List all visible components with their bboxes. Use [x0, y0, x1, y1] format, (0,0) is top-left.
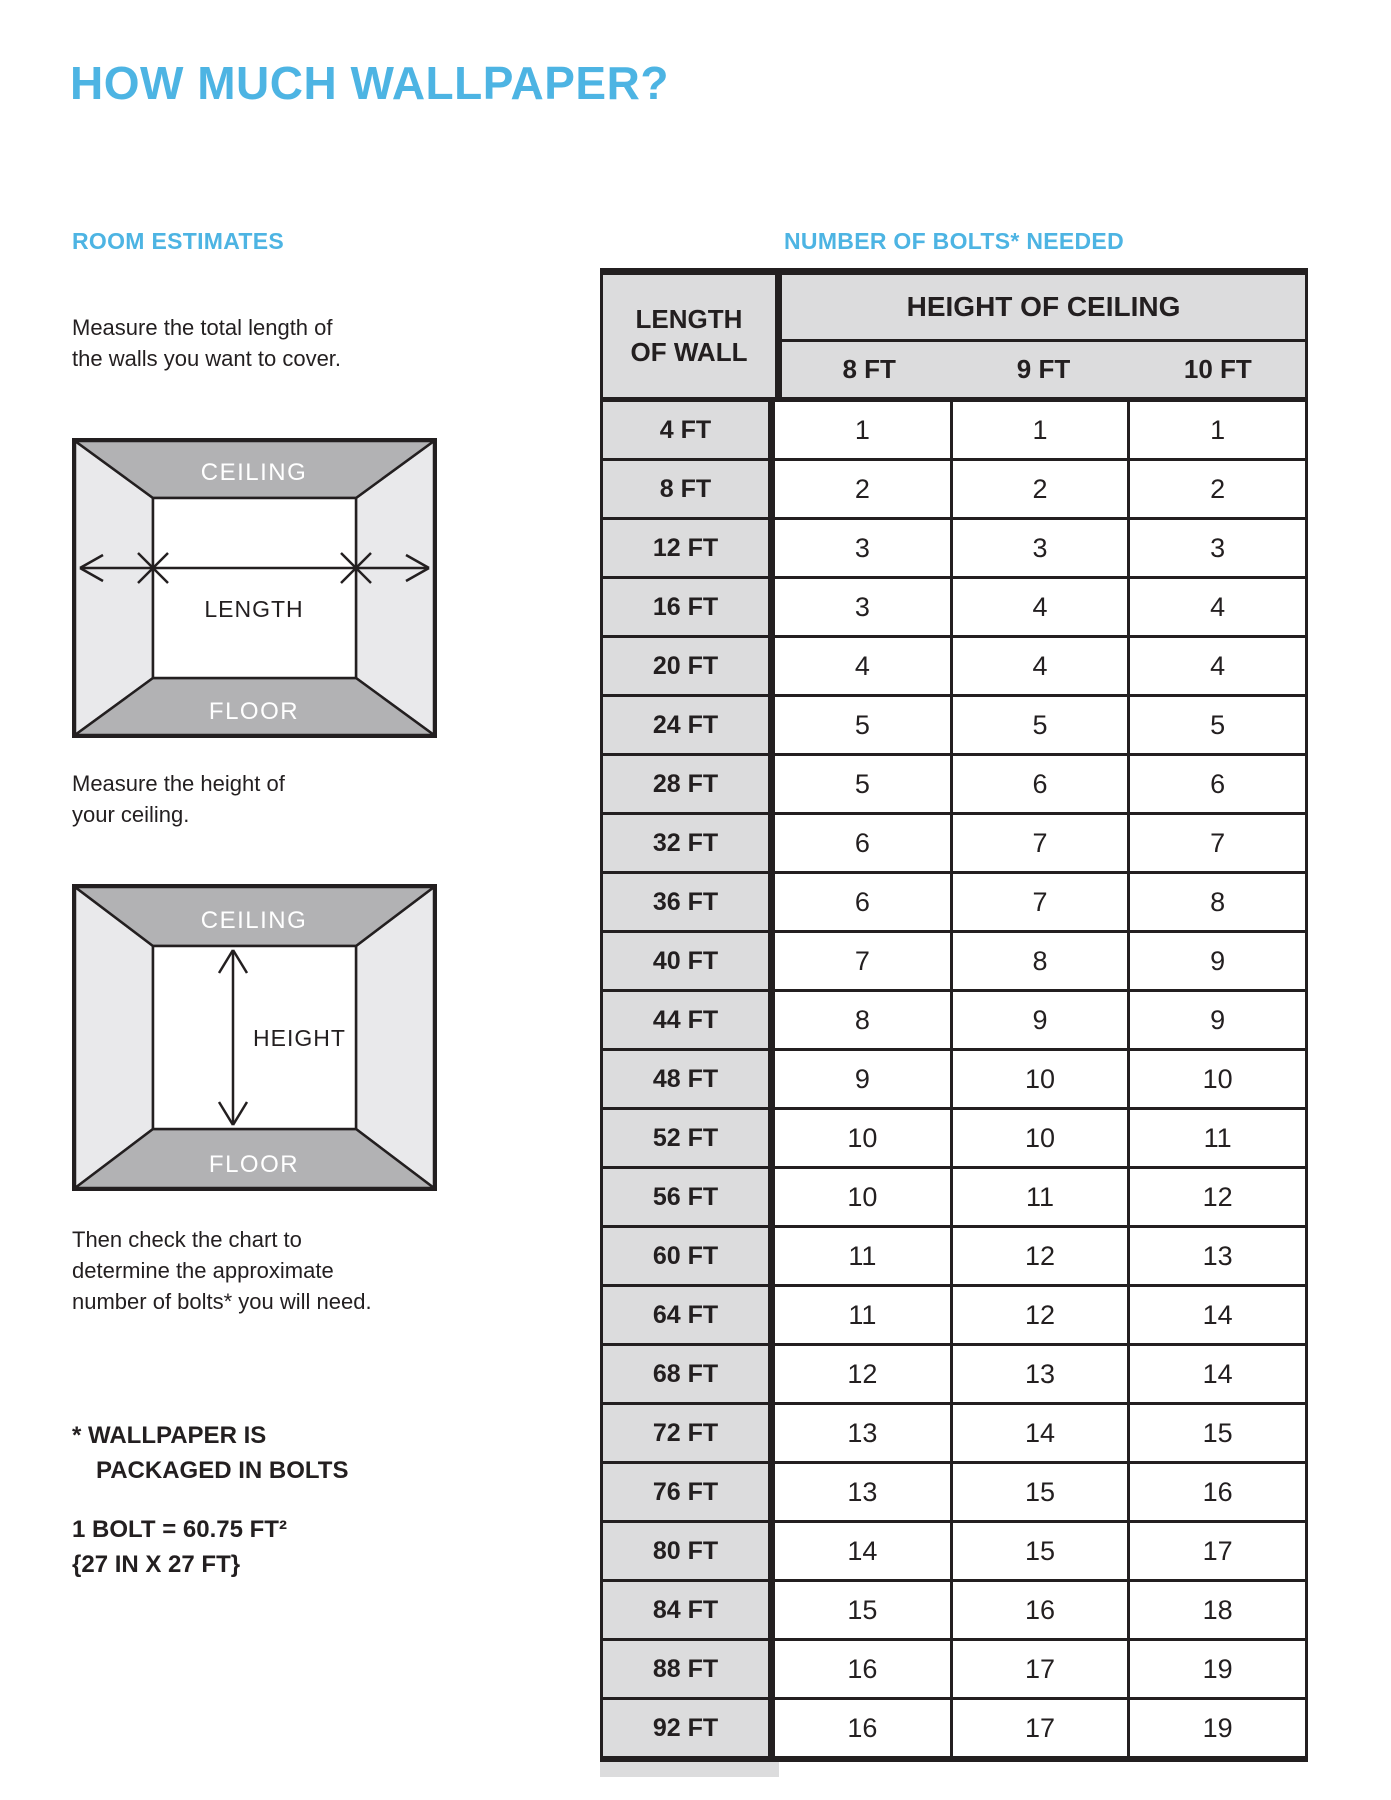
paragraph-line: your ceiling.: [72, 802, 190, 827]
check-chart-paragraph: [72, 1224, 372, 1317]
back-wall-face: [153, 498, 356, 678]
bolt-count-cell: 13: [953, 1346, 1131, 1402]
ceiling-label: CEILING: [200, 907, 308, 934]
bolt-count-cell: 17: [953, 1641, 1131, 1697]
bolt-count-cell: 17: [953, 1700, 1131, 1756]
bolt-count-cell: 5: [1130, 697, 1305, 753]
bolt-count-cell: 7: [953, 874, 1131, 930]
table-row: [603, 1346, 1305, 1405]
bolt-count-cell: 9: [1130, 992, 1305, 1048]
bolt-count-cell: 13: [1130, 1228, 1305, 1284]
floor-label: FLOOR: [208, 1151, 300, 1178]
table-row: [603, 1464, 1305, 1523]
number-of-bolts-heading: NUMBER OF BOLTS* NEEDED: [784, 228, 1124, 254]
wall-length-cell: 36 FT: [603, 874, 775, 930]
bolt-count-cell: 4: [1130, 579, 1305, 635]
bolt-count-cell: 4: [953, 579, 1131, 635]
table-footer-strip: [600, 1762, 779, 1777]
wall-length-cell: 52 FT: [603, 1110, 775, 1166]
bolt-count-cell: 14: [1130, 1346, 1305, 1402]
bolt-count-cell: 7: [1130, 815, 1305, 871]
bolt-count-cell: 6: [1130, 756, 1305, 812]
bolt-count-cell: 16: [775, 1641, 953, 1697]
table-row: [603, 933, 1305, 992]
wall-length-cell: 84 FT: [603, 1582, 775, 1638]
floor-label: FLOOR: [208, 698, 300, 725]
wall-length-cell: 32 FT: [603, 815, 775, 871]
col-header-9ft: 9 FT: [1016, 354, 1071, 384]
length-of-wall-header: [603, 275, 782, 397]
bolt-count-cell: 3: [953, 520, 1131, 576]
wall-length-cell: 28 FT: [603, 756, 775, 812]
wall-length-cell: 76 FT: [603, 1464, 775, 1520]
bolt-count-cell: 2: [953, 461, 1131, 517]
bolt-count-cell: 3: [775, 579, 953, 635]
bolt-count-cell: 4: [1130, 638, 1305, 694]
bolt-count-cell: 3: [775, 520, 953, 576]
bolt-count-cell: 1: [953, 402, 1131, 458]
bolt-count-cell: 2: [1130, 461, 1305, 517]
bolt-count-cell: 4: [775, 638, 953, 694]
bolt-count-cell: 15: [953, 1523, 1131, 1579]
measure-length-paragraph: [72, 312, 341, 374]
bolt-count-cell: 12: [1130, 1169, 1305, 1225]
bolt-count-cell: 13: [775, 1464, 953, 1520]
ceiling-height-columns: [782, 342, 1305, 397]
table-row: [603, 1287, 1305, 1346]
table-row: [603, 815, 1305, 874]
table-row: [603, 1110, 1305, 1169]
table-row: [603, 1405, 1305, 1464]
bolt-count-cell: 14: [775, 1523, 953, 1579]
bolt-dimensions: {27 IN X 27 FT}: [72, 1551, 241, 1578]
length-of-wall-line: OF WALL: [630, 337, 748, 367]
table-row: [603, 402, 1305, 461]
bolt-count-cell: 15: [775, 1582, 953, 1638]
bolt-count-cell: 17: [1130, 1523, 1305, 1579]
bolt-count-cell: 14: [953, 1405, 1131, 1461]
wallpaper-bolts-footnote: [72, 1418, 348, 1488]
paragraph-line: determine the approximate: [72, 1258, 334, 1283]
bolt-count-cell: 5: [775, 756, 953, 812]
bolt-count-cell: 10: [1130, 1051, 1305, 1107]
height-of-ceiling-header: HEIGHT OF CEILING: [782, 275, 1305, 342]
table-row: [603, 1051, 1305, 1110]
bolt-table-body: [603, 402, 1305, 1756]
bolt-count-cell: 7: [775, 933, 953, 989]
table-row: [603, 1523, 1305, 1582]
table-row: [603, 1641, 1305, 1700]
wall-length-cell: 44 FT: [603, 992, 775, 1048]
bolt-count-cell: 16: [1130, 1464, 1305, 1520]
table-row: [603, 1169, 1305, 1228]
bolt-count-cell: 12: [775, 1346, 953, 1402]
bolt-count-cell: 14: [1130, 1287, 1305, 1343]
bolt-count-cell: 10: [953, 1051, 1131, 1107]
measure-height-paragraph: [72, 768, 285, 830]
table-header: [603, 275, 1305, 402]
paragraph-line: Then check the chart to: [72, 1227, 302, 1252]
table-row: [603, 1228, 1305, 1287]
bolt-count-cell: 15: [953, 1464, 1131, 1520]
bolt-count-cell: 7: [953, 815, 1131, 871]
table-row: [603, 697, 1305, 756]
length-label: LENGTH: [204, 596, 304, 622]
footnote-line: PACKAGED IN BOLTS: [96, 1457, 349, 1484]
bolt-count-cell: 5: [953, 697, 1131, 753]
bolt-count-cell: 9: [1130, 933, 1305, 989]
paragraph-line: Measure the total length of: [72, 315, 333, 340]
wall-length-cell: 64 FT: [603, 1287, 775, 1343]
table-row: [603, 520, 1305, 579]
table-row: [603, 638, 1305, 697]
bolt-size-note: [72, 1512, 287, 1582]
wall-length-cell: 4 FT: [603, 402, 775, 458]
wall-length-cell: 48 FT: [603, 1051, 775, 1107]
wall-length-cell: 88 FT: [603, 1641, 775, 1697]
bolt-count-cell: 4: [953, 638, 1131, 694]
bolt-count-cell: 12: [953, 1228, 1131, 1284]
wall-length-cell: 40 FT: [603, 933, 775, 989]
wall-length-cell: 8 FT: [603, 461, 775, 517]
bolt-count-cell: 2: [775, 461, 953, 517]
bolts-needed-table: [600, 268, 1308, 1762]
bolt-count-cell: 11: [775, 1287, 953, 1343]
length-of-wall-line: LENGTH: [635, 304, 743, 334]
wall-length-cell: 56 FT: [603, 1169, 775, 1225]
bolt-count-cell: 11: [775, 1228, 953, 1284]
bolt-count-cell: 1: [1130, 402, 1305, 458]
bolt-count-cell: 9: [953, 992, 1131, 1048]
paragraph-line: Measure the height of: [72, 771, 285, 796]
wall-length-cell: 16 FT: [603, 579, 775, 635]
wall-length-cell: 92 FT: [603, 1700, 775, 1756]
bolt-count-cell: 16: [775, 1700, 953, 1756]
bolt-count-cell: 6: [953, 756, 1131, 812]
table-row: [603, 579, 1305, 638]
bolt-count-cell: 19: [1130, 1641, 1305, 1697]
bolt-count-cell: 16: [953, 1582, 1131, 1638]
bolt-count-cell: 8: [953, 933, 1131, 989]
wall-length-cell: 24 FT: [603, 697, 775, 753]
length-room-diagram: [72, 438, 437, 738]
paragraph-line: number of bolts* you will need.: [72, 1289, 372, 1314]
wall-length-cell: 68 FT: [603, 1346, 775, 1402]
wall-length-cell: 20 FT: [603, 638, 775, 694]
bolt-count-cell: 12: [953, 1287, 1131, 1343]
room-estimates-heading: ROOM ESTIMATES: [72, 228, 285, 254]
bolt-count-cell: 8: [1130, 874, 1305, 930]
ceiling-label: CEILING: [200, 459, 308, 486]
table-row: [603, 874, 1305, 933]
wall-length-cell: 72 FT: [603, 1405, 775, 1461]
bolt-count-cell: 1: [775, 402, 953, 458]
bolt-count-cell: 15: [1130, 1405, 1305, 1461]
bolt-count-cell: 10: [775, 1110, 953, 1166]
bolt-count-cell: 9: [775, 1051, 953, 1107]
height-label: HEIGHT: [253, 1025, 346, 1051]
bolt-count-cell: 3: [1130, 520, 1305, 576]
table-row: [603, 1700, 1305, 1756]
bolt-count-cell: 19: [1130, 1700, 1305, 1756]
bolt-count-cell: 10: [953, 1110, 1131, 1166]
wall-length-cell: 12 FT: [603, 520, 775, 576]
table-row: [603, 756, 1305, 815]
col-header-10ft: 10 FT: [1183, 354, 1252, 384]
paragraph-line: the walls you want to cover.: [72, 346, 342, 371]
table-row: [603, 461, 1305, 520]
bolt-count-cell: 8: [775, 992, 953, 1048]
height-room-diagram: [72, 884, 437, 1191]
table-row: [603, 1582, 1305, 1641]
wall-length-cell: 80 FT: [603, 1523, 775, 1579]
bolt-count-cell: 5: [775, 697, 953, 753]
bolt-count-cell: 6: [775, 815, 953, 871]
bolt-equation: 1 BOLT = 60.75 FT²: [72, 1516, 287, 1543]
bolt-count-cell: 11: [953, 1169, 1131, 1225]
table-row: [603, 992, 1305, 1051]
wall-length-cell: 60 FT: [603, 1228, 775, 1284]
bolt-count-cell: 10: [775, 1169, 953, 1225]
bolt-count-cell: 6: [775, 874, 953, 930]
footnote-line: * WALLPAPER IS: [72, 1422, 267, 1449]
bolt-count-cell: 18: [1130, 1582, 1305, 1638]
bolt-count-cell: 11: [1130, 1110, 1305, 1166]
bolt-count-cell: 13: [775, 1405, 953, 1461]
col-header-8ft: 8 FT: [842, 354, 896, 384]
page-title: HOW MUCH WALLPAPER?: [70, 57, 669, 109]
